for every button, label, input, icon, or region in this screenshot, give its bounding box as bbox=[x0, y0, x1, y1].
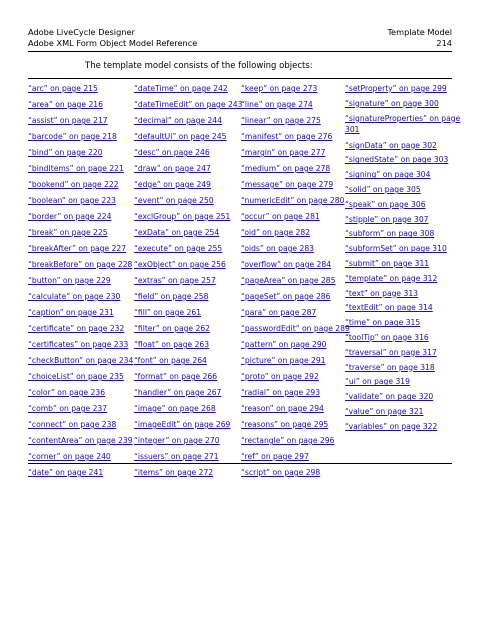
object-link[interactable]: “template” on page 312 bbox=[345, 273, 438, 283]
object-link[interactable]: “overflow” on page 284 bbox=[241, 260, 332, 269]
object-link[interactable]: “handler” on page 267 bbox=[134, 388, 222, 397]
object-link[interactable]: “certificate” on page 232 bbox=[28, 324, 125, 333]
page-header bbox=[28, 27, 452, 49]
object-link[interactable]: “setProperty” on page 299 bbox=[345, 84, 447, 93]
object-link[interactable]: “comb” on page 237 bbox=[28, 404, 108, 413]
object-link[interactable]: “signing” on page 304 bbox=[345, 170, 431, 180]
object-link[interactable]: “exclGroup” on page 251 bbox=[134, 212, 231, 221]
object-link[interactable]: “traverse” on page 318 bbox=[345, 362, 435, 372]
object-link[interactable]: “assist” on page 217 bbox=[28, 116, 108, 125]
object-link[interactable]: “extras” on page 257 bbox=[134, 276, 216, 285]
object-link[interactable]: “passwordEdit” on page 289 bbox=[241, 324, 350, 333]
object-link[interactable]: “defaultUi” on page 245 bbox=[134, 132, 227, 141]
object-link[interactable]: “toolTip” on page 316 bbox=[345, 332, 429, 342]
object-link[interactable]: “filter” on page 262 bbox=[134, 324, 211, 333]
object-link[interactable]: “bind” on page 220 bbox=[28, 148, 103, 157]
object-link[interactable]: “manifest” on page 276 bbox=[241, 132, 333, 141]
object-link[interactable]: “color” on page 236 bbox=[28, 388, 106, 397]
object-link[interactable]: “signatureProperties” on page 301 bbox=[345, 113, 461, 134]
header-divider bbox=[28, 51, 452, 52]
object-link[interactable]: “date” on page 241 bbox=[28, 468, 104, 477]
object-link[interactable]: “corner” on page 240 bbox=[28, 452, 111, 461]
object-link[interactable]: “image” on page 268 bbox=[134, 404, 216, 413]
object-link[interactable]: “pattern” on page 290 bbox=[241, 340, 327, 349]
object-link[interactable]: “fill” on page 261 bbox=[134, 308, 202, 317]
object-link[interactable]: “items” on page 272 bbox=[134, 468, 214, 477]
object-link[interactable]: “bookend” on page 222 bbox=[28, 180, 119, 189]
object-link[interactable]: “area” on page 216 bbox=[28, 100, 103, 109]
object-link[interactable]: “textEdit” on page 314 bbox=[345, 303, 433, 313]
object-link[interactable]: “issuers” on page 271 bbox=[134, 452, 219, 461]
object-link[interactable]: “time” on page 315 bbox=[345, 318, 421, 328]
object-link[interactable]: “message” on page 279 bbox=[241, 180, 334, 189]
object-link[interactable]: “contentArea” on page 239 bbox=[28, 436, 133, 445]
object-link[interactable]: “break” on page 225 bbox=[28, 228, 108, 237]
object-link[interactable]: “field” on page 258 bbox=[134, 292, 209, 301]
object-link[interactable]: “float” on page 263 bbox=[134, 340, 210, 349]
object-link[interactable]: “choiceList” on page 235 bbox=[28, 372, 124, 381]
object-link[interactable]: “signedState” on page 303 bbox=[345, 155, 449, 165]
object-link[interactable]: “boolean” on page 223 bbox=[28, 196, 116, 205]
object-link[interactable]: “decimal” on page 244 bbox=[134, 116, 222, 125]
object-link[interactable]: “reason” on page 294 bbox=[241, 404, 324, 413]
object-link[interactable]: “rectangle” on page 296 bbox=[241, 436, 335, 445]
object-link[interactable]: “font” on page 264 bbox=[134, 356, 207, 365]
object-link[interactable]: “value” on page 321 bbox=[345, 406, 424, 416]
object-index-table bbox=[28, 78, 461, 477]
object-link[interactable]: “oids” on page 283 bbox=[241, 244, 315, 253]
object-link[interactable]: “barcode” on page 218 bbox=[28, 132, 117, 141]
object-link[interactable]: “para” on page 287 bbox=[241, 308, 317, 317]
object-link[interactable]: “signData” on page 302 bbox=[345, 140, 437, 150]
object-link[interactable]: “medium” on page 278 bbox=[241, 164, 331, 173]
object-link[interactable]: “calculate” on page 230 bbox=[28, 292, 121, 301]
index-column-1 bbox=[28, 83, 133, 483]
object-link[interactable]: “arc” on page 215 bbox=[28, 84, 98, 93]
object-link[interactable]: “speak” on page 306 bbox=[345, 199, 426, 209]
object-link[interactable]: “traversal” on page 317 bbox=[345, 347, 437, 357]
object-link[interactable]: “linear” on page 275 bbox=[241, 116, 321, 125]
section-title: Template Model bbox=[387, 27, 452, 37]
object-link[interactable]: “occur” on page 281 bbox=[241, 212, 320, 221]
object-link[interactable]: “format” on page 266 bbox=[134, 372, 218, 381]
object-link[interactable]: “stipple” on page 307 bbox=[345, 214, 429, 224]
object-link[interactable]: “keep” on page 273 bbox=[241, 84, 318, 93]
index-column-2 bbox=[134, 83, 242, 483]
object-link[interactable]: “proto” on page 292 bbox=[241, 372, 319, 381]
object-link[interactable]: “breakBefore” on page 228 bbox=[28, 260, 133, 269]
object-link[interactable]: “subformSet” on page 310 bbox=[345, 244, 447, 254]
object-link[interactable]: “button” on page 229 bbox=[28, 276, 111, 285]
object-link[interactable]: “numericEdit” on page 280 bbox=[241, 196, 345, 205]
object-link[interactable]: “caption” on page 231 bbox=[28, 308, 114, 317]
object-link[interactable]: “execute” on page 255 bbox=[134, 244, 223, 253]
object-link[interactable]: “border” on page 224 bbox=[28, 212, 112, 221]
app-title: Adobe LiveCycle Designer bbox=[28, 27, 135, 37]
page-number: 214 bbox=[436, 38, 452, 48]
object-link[interactable]: “dateTime” on page 242 bbox=[134, 84, 228, 93]
object-link[interactable]: “breakAfter” on page 227 bbox=[28, 244, 127, 253]
object-link[interactable]: “reasons” on page 295 bbox=[241, 420, 329, 429]
object-link[interactable]: “integer” on page 270 bbox=[134, 436, 220, 445]
object-link[interactable]: “submit” on page 311 bbox=[345, 258, 430, 268]
object-link[interactable]: “checkButton” on page 234 bbox=[28, 356, 134, 365]
object-link[interactable]: “script” on page 298 bbox=[241, 468, 321, 477]
object-link[interactable]: “edge” on page 249 bbox=[134, 180, 212, 189]
intro-text: The template model consists of the following objects: bbox=[85, 61, 313, 71]
object-link[interactable]: “signature” on page 300 bbox=[345, 98, 439, 108]
object-link[interactable]: “event” on page 250 bbox=[134, 196, 214, 205]
object-link[interactable]: “text” on page 313 bbox=[345, 288, 419, 298]
object-link[interactable]: “connect” on page 238 bbox=[28, 420, 117, 429]
object-link[interactable]: “draw” on page 247 bbox=[134, 164, 211, 173]
object-link[interactable]: “variables” on page 322 bbox=[345, 421, 438, 431]
object-link[interactable]: “bindItems” on page 221 bbox=[28, 164, 124, 173]
object-link[interactable]: “desc” on page 246 bbox=[134, 148, 210, 157]
index-column-4 bbox=[345, 83, 463, 436]
object-link[interactable]: “validate” on page 320 bbox=[345, 392, 434, 402]
index-column-3 bbox=[241, 83, 350, 483]
object-link[interactable]: “certificates” on page 233 bbox=[28, 340, 129, 349]
object-link[interactable]: “exData” on page 254 bbox=[134, 228, 220, 237]
object-link[interactable]: “ui” on page 319 bbox=[345, 377, 410, 387]
object-link[interactable]: “picture” on page 291 bbox=[241, 356, 326, 365]
object-link[interactable]: “pageArea” on page 285 bbox=[241, 276, 336, 285]
object-link[interactable]: “pageSet” on page 286 bbox=[241, 292, 331, 301]
object-link[interactable]: “exObject” on page 256 bbox=[134, 260, 226, 269]
doc-title: Adobe XML Form Object Model Reference bbox=[28, 38, 198, 48]
object-link[interactable]: “margin” on page 277 bbox=[241, 148, 326, 157]
object-link[interactable]: “imageEdit” on page 269 bbox=[134, 420, 231, 429]
object-link[interactable]: “solid” on page 305 bbox=[345, 184, 421, 194]
object-link[interactable]: “dateTimeEdit” on page 243 bbox=[134, 100, 243, 109]
object-link[interactable]: “subform” on page 308 bbox=[345, 229, 435, 239]
object-link[interactable]: “oid” on page 282 bbox=[241, 228, 311, 237]
object-link[interactable]: “line” on page 274 bbox=[241, 100, 313, 109]
object-link[interactable]: “radial” on page 293 bbox=[241, 388, 321, 397]
object-link[interactable]: “ref” on page 297 bbox=[241, 452, 309, 461]
